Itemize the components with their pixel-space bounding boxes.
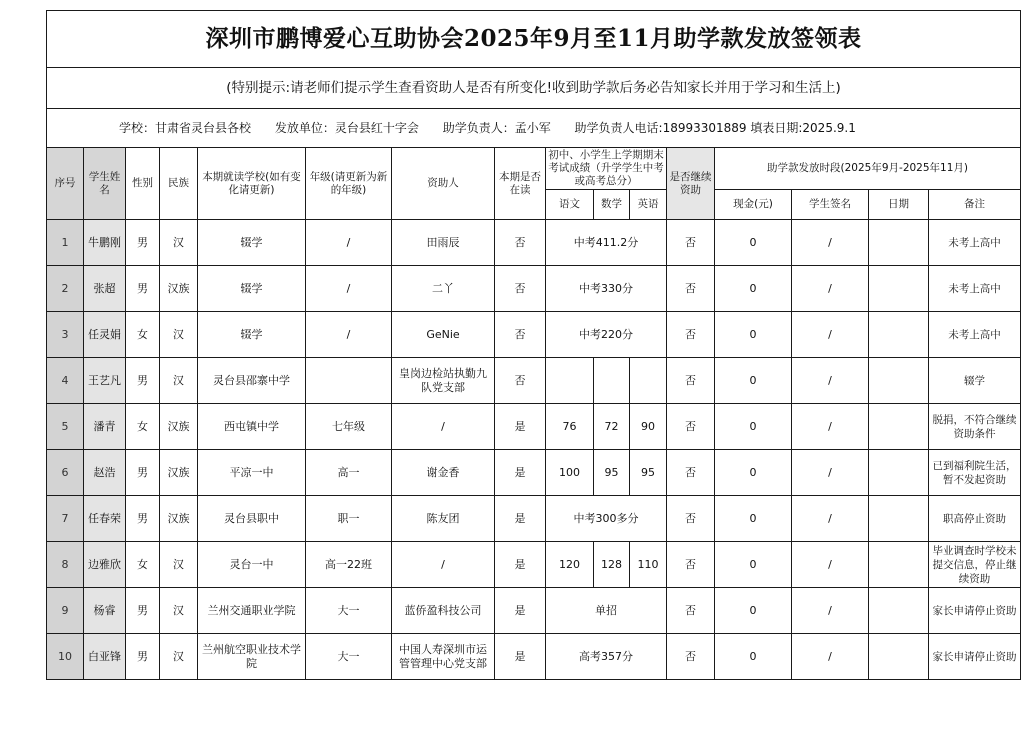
row-school: 辍学	[198, 312, 306, 358]
row-name: 张超	[84, 266, 126, 312]
row-school: 兰州交通职业学院	[198, 588, 306, 634]
row-gender: 男	[126, 634, 160, 680]
row-sponsor: /	[392, 542, 495, 588]
row-english: 110	[630, 542, 667, 588]
row-continue: 否	[667, 588, 715, 634]
table-row	[47, 404, 1021, 450]
row-enrolled: 是	[495, 496, 546, 542]
row-idx: 3	[47, 312, 84, 358]
row-signature: /	[792, 404, 869, 450]
row-continue: 否	[667, 404, 715, 450]
row-name: 任春荣	[84, 496, 126, 542]
row-enrolled: 否	[495, 266, 546, 312]
row-cash: 0	[715, 358, 792, 404]
row-idx: 8	[47, 542, 84, 588]
row-signature: /	[792, 266, 869, 312]
sign-off-sheet	[46, 10, 1017, 680]
row-date	[869, 266, 929, 312]
row-score: 中考411.2分	[546, 220, 667, 266]
row-cash: 0	[715, 312, 792, 358]
row-remark: 家长申请停止资助	[929, 634, 1021, 680]
row-enrolled: 否	[495, 220, 546, 266]
row-remark: 未考上高中	[929, 312, 1021, 358]
row-sponsor: 田雨辰	[392, 220, 495, 266]
row-sponsor: 蓝侨盈科技公司	[392, 588, 495, 634]
row-sponsor: 中国人寿深圳市运管管理中心党支部	[392, 634, 495, 680]
header-gender: 性别	[126, 148, 160, 220]
row-signature: /	[792, 450, 869, 496]
header-english: 英语	[630, 190, 667, 220]
row-date	[869, 358, 929, 404]
row-name: 杨睿	[84, 588, 126, 634]
row-name: 牛鹏刚	[84, 220, 126, 266]
row-cash: 0	[715, 450, 792, 496]
header-period: 助学款发放时段(2025年9月-2025年11月)	[715, 148, 1021, 190]
row-continue: 否	[667, 450, 715, 496]
row-signature: /	[792, 634, 869, 680]
page-title: 深圳市鹏博爱心互助协会2025年9月至11月助学款发放签领表	[47, 11, 1021, 68]
row-name: 任灵娟	[84, 312, 126, 358]
row-ethnicity: 汉族	[160, 266, 198, 312]
row-math: 128	[594, 542, 630, 588]
table-row	[47, 312, 1021, 358]
row-remark: 辍学	[929, 358, 1021, 404]
row-chinese	[546, 358, 594, 404]
notice-text: (特别提示:请老师们提示学生查看资助人是否有所变化!收到助学款后务必告知家长并用于学习和生活上)	[47, 68, 1021, 109]
row-remark: 职高停止资助	[929, 496, 1021, 542]
row-date	[869, 220, 929, 266]
row-enrolled: 否	[495, 358, 546, 404]
row-ethnicity: 汉	[160, 542, 198, 588]
row-idx: 6	[47, 450, 84, 496]
row-cash: 0	[715, 220, 792, 266]
row-school: 辍学	[198, 266, 306, 312]
row-gender: 男	[126, 450, 160, 496]
row-school: 灵台县邵寨中学	[198, 358, 306, 404]
row-name: 边雅欣	[84, 542, 126, 588]
row-ethnicity: 汉	[160, 588, 198, 634]
row-continue: 否	[667, 312, 715, 358]
row-sponsor: 谢金香	[392, 450, 495, 496]
header-grade: 年级(请更新为新的年级)	[306, 148, 392, 220]
meta-phone-date: 助学负责人电话:18993301889 填表日期:2025.9.1	[574, 121, 856, 135]
row-gender: 女	[126, 312, 160, 358]
row-signature: /	[792, 542, 869, 588]
row-signature: /	[792, 312, 869, 358]
row-gender: 女	[126, 542, 160, 588]
row-gender: 男	[126, 220, 160, 266]
row-remark: 未考上高中	[929, 266, 1021, 312]
header-ethnicity: 民族	[160, 148, 198, 220]
header-math: 数学	[594, 190, 630, 220]
row-date	[869, 312, 929, 358]
row-name: 赵浩	[84, 450, 126, 496]
row-idx: 1	[47, 220, 84, 266]
row-enrolled: 是	[495, 588, 546, 634]
row-ethnicity: 汉族	[160, 450, 198, 496]
row-idx: 2	[47, 266, 84, 312]
row-cash: 0	[715, 588, 792, 634]
row-name: 王艺凡	[84, 358, 126, 404]
row-school: 西屯镇中学	[198, 404, 306, 450]
row-idx: 9	[47, 588, 84, 634]
row-enrolled: 否	[495, 312, 546, 358]
row-idx: 10	[47, 634, 84, 680]
header-idx: 序号	[47, 148, 84, 220]
row-remark: 毕业调查时学校未提交信息，停止继续资助	[929, 542, 1021, 588]
header-name: 学生姓名	[84, 148, 126, 220]
row-enrolled: 是	[495, 450, 546, 496]
row-date	[869, 542, 929, 588]
row-ethnicity: 汉	[160, 312, 198, 358]
row-school: 兰州航空职业技术学院	[198, 634, 306, 680]
row-cash: 0	[715, 634, 792, 680]
row-grade: 七年级	[306, 404, 392, 450]
row-signature: /	[792, 496, 869, 542]
row-school: 灵台一中	[198, 542, 306, 588]
row-score: 中考330分	[546, 266, 667, 312]
row-enrolled: 是	[495, 404, 546, 450]
header-scores: 初中、小学生上学期期末考试成绩（升学学生中考或高考总分）	[546, 148, 667, 190]
row-school: 灵台县职中	[198, 496, 306, 542]
header-enrolled: 本期是否在读	[495, 148, 546, 220]
row-math: 95	[594, 450, 630, 496]
row-date	[869, 588, 929, 634]
row-date	[869, 404, 929, 450]
row-sponsor: 陈友团	[392, 496, 495, 542]
row-name: 白亚锋	[84, 634, 126, 680]
row-enrolled: 是	[495, 542, 546, 588]
row-gender: 男	[126, 266, 160, 312]
row-grade	[306, 358, 392, 404]
row-score: 中考220分	[546, 312, 667, 358]
header-continue: 是否继续资助	[667, 148, 715, 220]
meta-line	[47, 109, 1021, 148]
row-remark: 未考上高中	[929, 220, 1021, 266]
row-grade: 高一22班	[306, 542, 392, 588]
row-name: 潘青	[84, 404, 126, 450]
row-continue: 否	[667, 220, 715, 266]
header-signature: 学生签名	[792, 190, 869, 220]
header-sponsor: 资助人	[392, 148, 495, 220]
header-chinese: 语文	[546, 190, 594, 220]
row-ethnicity: 汉	[160, 358, 198, 404]
row-score: 中考300多分	[546, 496, 667, 542]
row-math	[594, 358, 630, 404]
row-school: 平凉一中	[198, 450, 306, 496]
row-chinese: 76	[546, 404, 594, 450]
row-gender: 男	[126, 358, 160, 404]
row-sponsor: /	[392, 404, 495, 450]
row-cash: 0	[715, 266, 792, 312]
row-grade: 高一	[306, 450, 392, 496]
meta-contact: 助学负责人：孟小军	[442, 121, 551, 135]
row-score: 单招	[546, 588, 667, 634]
row-idx: 5	[47, 404, 84, 450]
row-grade: /	[306, 266, 392, 312]
row-cash: 0	[715, 542, 792, 588]
row-score: 高考357分	[546, 634, 667, 680]
header-remark: 备注	[929, 190, 1021, 220]
row-cash: 0	[715, 496, 792, 542]
row-signature: /	[792, 220, 869, 266]
row-remark: 已到福利院生活，暂不发起资助	[929, 450, 1021, 496]
row-cash: 0	[715, 404, 792, 450]
row-school: 辍学	[198, 220, 306, 266]
row-date	[869, 496, 929, 542]
row-date	[869, 634, 929, 680]
row-idx: 7	[47, 496, 84, 542]
header-date: 日期	[869, 190, 929, 220]
row-english	[630, 358, 667, 404]
row-chinese: 100	[546, 450, 594, 496]
row-continue: 否	[667, 266, 715, 312]
subsidy-table	[46, 10, 1021, 680]
row-gender: 男	[126, 588, 160, 634]
row-chinese: 120	[546, 542, 594, 588]
row-math: 72	[594, 404, 630, 450]
meta-issuer: 发放单位：灵台县红十字会	[274, 121, 419, 135]
row-ethnicity: 汉族	[160, 496, 198, 542]
row-grade: /	[306, 312, 392, 358]
row-grade: 大一	[306, 634, 392, 680]
table-row	[47, 450, 1021, 496]
row-date	[869, 450, 929, 496]
row-ethnicity: 汉	[160, 634, 198, 680]
header-school: 本期就读学校(如有变化请更新)	[198, 148, 306, 220]
row-continue: 否	[667, 634, 715, 680]
row-gender: 女	[126, 404, 160, 450]
meta-school: 学校：甘肃省灵台县各校	[119, 121, 252, 135]
row-idx: 4	[47, 358, 84, 404]
row-english: 95	[630, 450, 667, 496]
row-enrolled: 是	[495, 634, 546, 680]
row-gender: 男	[126, 496, 160, 542]
row-sponsor: 皇岗边检站执勤九队党支部	[392, 358, 495, 404]
header-cash: 现金(元)	[715, 190, 792, 220]
table-row	[47, 634, 1021, 680]
row-grade: 大一	[306, 588, 392, 634]
table-row	[47, 588, 1021, 634]
row-ethnicity: 汉	[160, 220, 198, 266]
row-sponsor: GeNie	[392, 312, 495, 358]
row-sponsor: 二丫	[392, 266, 495, 312]
row-continue: 否	[667, 496, 715, 542]
table-row	[47, 496, 1021, 542]
table-row	[47, 358, 1021, 404]
row-signature: /	[792, 358, 869, 404]
table-row	[47, 542, 1021, 588]
row-grade: 职一	[306, 496, 392, 542]
table-row	[47, 220, 1021, 266]
row-grade: /	[306, 220, 392, 266]
row-ethnicity: 汉族	[160, 404, 198, 450]
row-remark: 家长申请停止资助	[929, 588, 1021, 634]
row-continue: 否	[667, 542, 715, 588]
row-signature: /	[792, 588, 869, 634]
row-english: 90	[630, 404, 667, 450]
row-continue: 否	[667, 358, 715, 404]
table-row	[47, 266, 1021, 312]
row-remark: 脱捐，不符合继续资助条件	[929, 404, 1021, 450]
